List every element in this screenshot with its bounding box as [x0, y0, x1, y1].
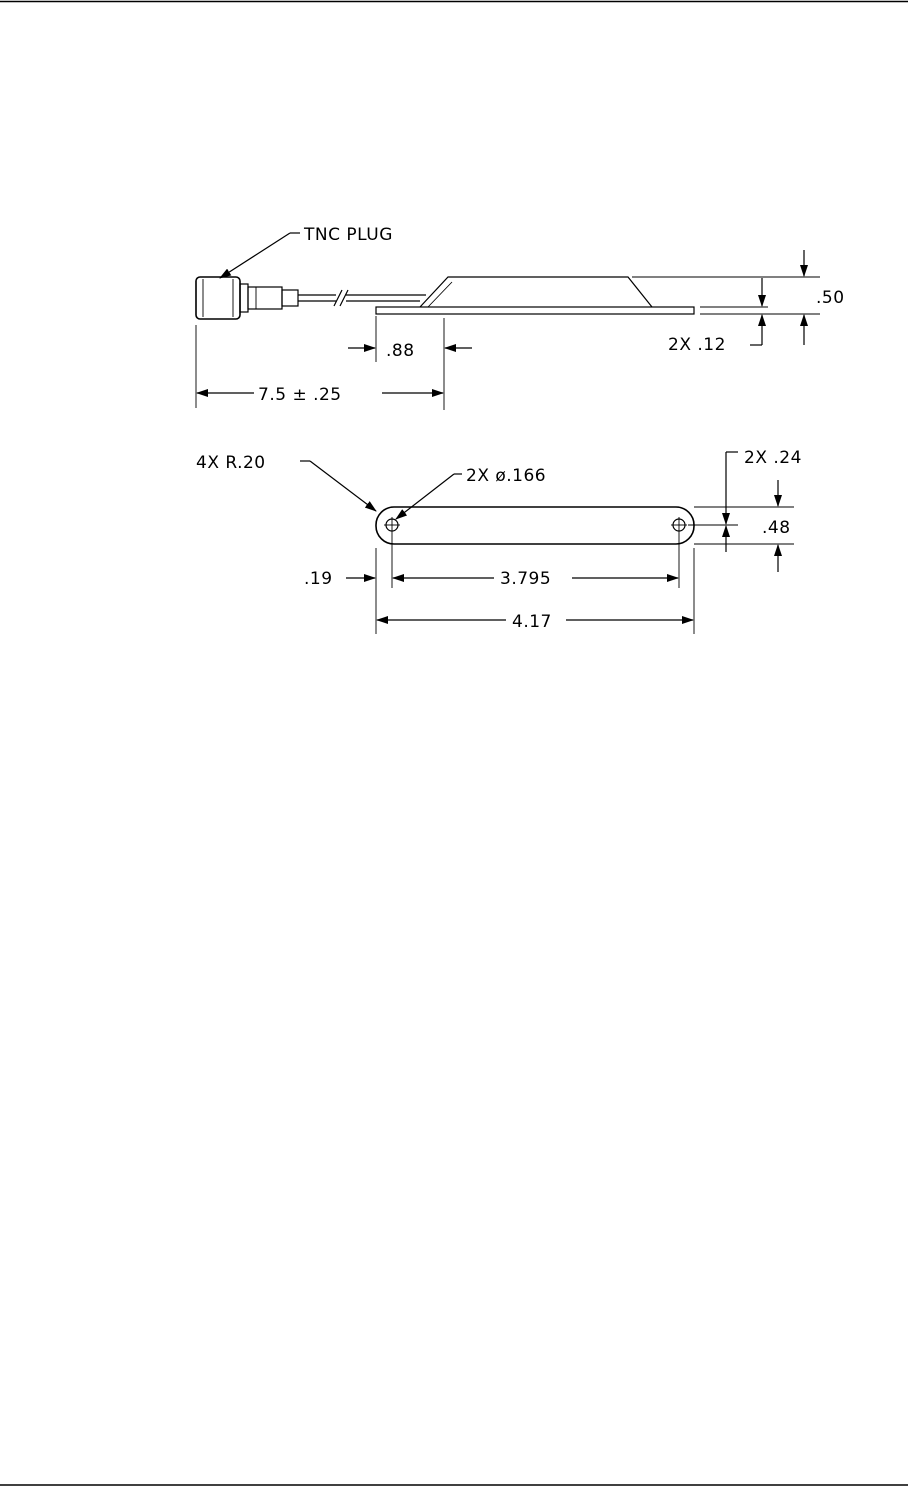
antenna-plate-outline [376, 507, 694, 544]
dim-width-label: .48 [762, 518, 791, 538]
mounting-hole-left [384, 517, 400, 533]
cable-shape [298, 290, 426, 306]
top-view [196, 448, 802, 634]
dim-edge-label: .19 [304, 569, 333, 589]
side-view [196, 225, 845, 410]
dim-offset-label: .88 [386, 341, 415, 361]
dim-overall-label: 4.17 [512, 612, 552, 632]
dim-length-label: 7.5 ± .25 [258, 385, 342, 405]
hole-offset-label: 2X .24 [744, 448, 802, 468]
tnc-plug-shape [196, 277, 298, 319]
dim-hole-spacing-label: 3.795 [500, 569, 552, 589]
dim-height-label: .50 [816, 288, 845, 308]
mounting-hole-right [671, 517, 687, 533]
tnc-plug-callout: TNC PLUG [304, 225, 393, 245]
radius-callout: 4X R.20 [196, 453, 266, 473]
hole-callout: 2X ø.166 [466, 466, 547, 486]
dim-lip-label: 2X .12 [668, 335, 726, 355]
